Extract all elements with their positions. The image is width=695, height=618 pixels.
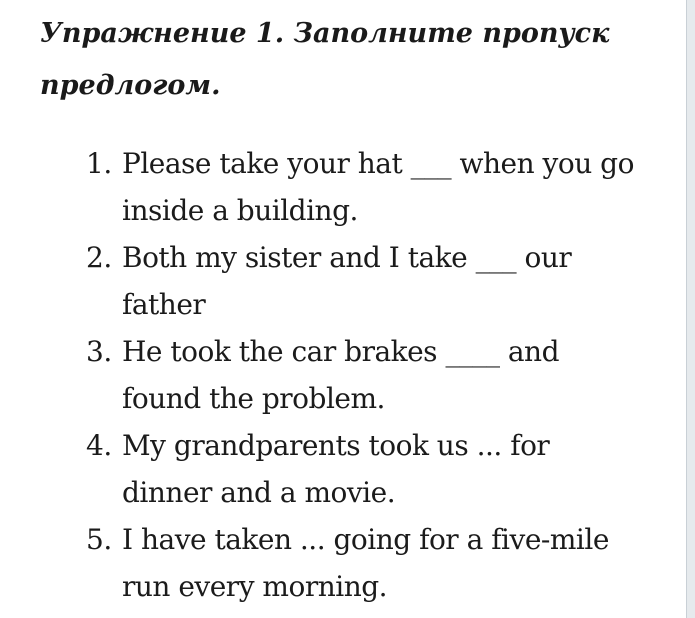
exercise-title: Упражнение 1. Заполните пропуск предлогом. [40,18,610,101]
item-number: 3. [86,335,112,368]
item-text: I have taken ... going for a five-mile run every morning. [122,523,609,603]
item-text: My grandparents took us ... for dinner and a movie. [122,429,550,509]
item-number: 5. [86,523,112,556]
item-number: 1. [86,147,112,180]
exercise-list [86,140,646,610]
exercise-item-3 [86,328,646,422]
item-number: 4. [86,429,112,462]
exercise-item-2 [86,234,646,328]
page-edge-strip [686,0,695,618]
exercise-item-4 [86,422,646,516]
item-text: Please take your hat ___ when you go inside a building. [122,147,634,227]
item-text: Both my sister and I take ___ our father [122,241,572,321]
exercise-item-5 [86,516,646,610]
item-number: 2. [86,241,112,274]
exercise-item-1 [86,140,646,234]
item-text: He took the car brakes ____ and found the problem. [122,335,559,415]
